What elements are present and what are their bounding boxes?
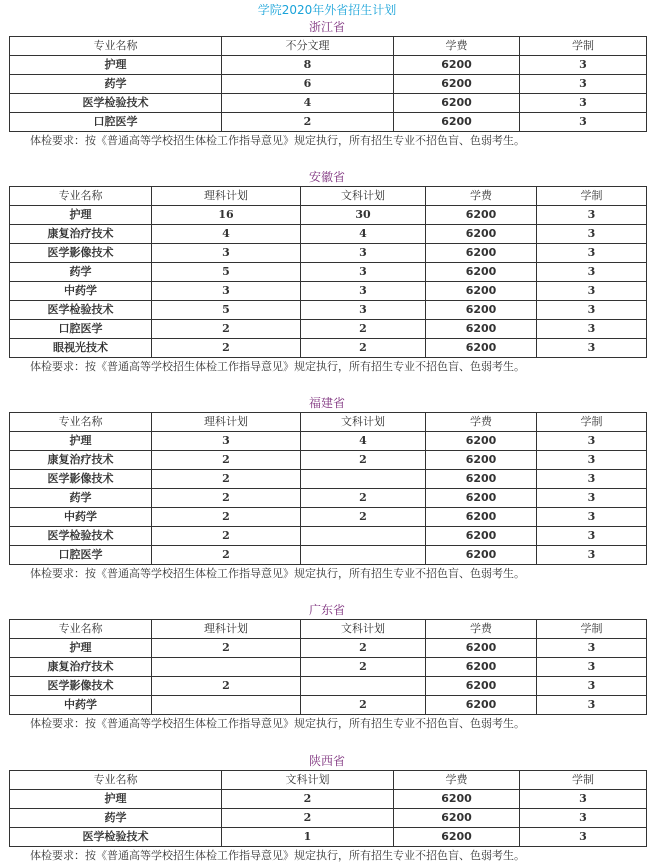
province-title: 陕西省 (308, 754, 345, 768)
fee-cell: 6200 (426, 508, 537, 527)
table-row (10, 339, 647, 358)
table-row (10, 282, 647, 301)
province-title: 广东省 (308, 603, 345, 617)
health-requirement-note: 体检要求：按《普通高等学校招生体检工作指导意见》规定执行，所有招生专业不招色盲、色弱考生。 (30, 717, 525, 730)
major-cell: 口腔医学 (10, 113, 222, 132)
major-cell: 医学检验技术 (10, 527, 152, 546)
fee-cell: 6200 (426, 470, 537, 489)
science-plan-cell: 5 (152, 301, 301, 320)
table-row (10, 828, 647, 847)
science-plan-cell: 2 (152, 320, 301, 339)
years-cell: 3 (520, 113, 647, 132)
table-row (10, 56, 647, 75)
fee-cell: 6200 (394, 75, 520, 94)
science-plan-cell: 2 (152, 339, 301, 358)
fee-cell: 6200 (426, 263, 537, 282)
province-title: 安徽省 (308, 170, 345, 184)
health-requirement-note: 体检要求：按《普通高等学校招生体检工作指导意见》规定执行，所有招生专业不招色盲、色弱考生。 (30, 567, 525, 580)
column-header: 专业名称 (10, 620, 152, 639)
arts-plan-cell: 30 (301, 206, 426, 225)
years-cell: 3 (537, 432, 647, 451)
years-cell: 3 (537, 451, 647, 470)
years-cell: 3 (537, 527, 647, 546)
arts-plan-cell: 4 (301, 432, 426, 451)
section-shaanxi (0, 754, 654, 863)
arts-plan-cell (301, 677, 426, 696)
years-cell: 3 (537, 696, 647, 715)
section-fujian (0, 396, 654, 581)
plan-table-zhejiang (9, 36, 647, 132)
column-header: 学制 (537, 187, 647, 206)
science-plan-cell (152, 658, 301, 677)
table-row (10, 696, 647, 715)
arts-plan-cell: 2 (301, 320, 426, 339)
major-cell: 康复治疗技术 (10, 225, 152, 244)
years-cell: 3 (520, 809, 647, 828)
major-cell: 口腔医学 (10, 546, 152, 565)
column-header: 理科计划 (152, 620, 301, 639)
column-header: 学制 (520, 771, 647, 790)
table-row (10, 527, 647, 546)
arts-plan-cell: 2 (222, 809, 394, 828)
fee-cell: 6200 (426, 527, 537, 546)
health-requirement-note: 体检要求：按《普通高等学校招生体检工作指导意见》规定执行，所有招生专业不招色盲、色弱考生。 (30, 849, 525, 862)
major-cell: 护理 (10, 206, 152, 225)
fee-cell: 6200 (426, 546, 537, 565)
years-cell: 3 (537, 470, 647, 489)
major-cell: 中药学 (10, 282, 152, 301)
arts-plan-cell (301, 546, 426, 565)
arts-plan-cell: 2 (301, 451, 426, 470)
science-plan-cell (152, 696, 301, 715)
plan-cell: 2 (222, 113, 394, 132)
years-cell: 3 (520, 94, 647, 113)
table-header-row (10, 187, 647, 206)
health-requirement-note: 体检要求：按《普通高等学校招生体检工作指导意见》规定执行，所有招生专业不招色盲、色弱考生。 (30, 360, 525, 373)
table-row (10, 113, 647, 132)
table-row (10, 320, 647, 339)
arts-plan-cell: 2 (301, 696, 426, 715)
science-plan-cell: 2 (152, 489, 301, 508)
column-header: 文科计划 (222, 771, 394, 790)
years-cell: 3 (537, 508, 647, 527)
arts-plan-cell (301, 470, 426, 489)
health-requirement-note: 体检要求：按《普通高等学校招生体检工作指导意见》规定执行，所有招生专业不招色盲、色弱考生。 (30, 134, 525, 147)
major-cell: 药学 (10, 489, 152, 508)
years-cell: 3 (520, 75, 647, 94)
major-cell: 护理 (10, 639, 152, 658)
major-cell: 康复治疗技术 (10, 658, 152, 677)
table-row (10, 489, 647, 508)
fee-cell: 6200 (394, 790, 520, 809)
plan-cell: 4 (222, 94, 394, 113)
science-plan-cell: 4 (152, 225, 301, 244)
section-anhui (0, 170, 654, 374)
years-cell: 3 (520, 790, 647, 809)
science-plan-cell: 2 (152, 677, 301, 696)
plan-cell: 8 (222, 56, 394, 75)
major-cell: 医学影像技术 (10, 677, 152, 696)
table-row (10, 75, 647, 94)
table-row (10, 263, 647, 282)
arts-plan-cell: 2 (301, 489, 426, 508)
province-title: 浙江省 (308, 20, 345, 34)
table-row (10, 470, 647, 489)
major-cell: 口腔医学 (10, 320, 152, 339)
table-header-row (10, 771, 647, 790)
fee-cell: 6200 (426, 320, 537, 339)
column-header: 专业名称 (10, 187, 152, 206)
fee-cell: 6200 (394, 828, 520, 847)
column-header: 文科计划 (301, 413, 426, 432)
years-cell: 3 (537, 339, 647, 358)
arts-plan-cell: 2 (301, 658, 426, 677)
major-cell: 护理 (10, 432, 152, 451)
column-header: 学制 (537, 413, 647, 432)
science-plan-cell: 3 (152, 282, 301, 301)
arts-plan-cell: 4 (301, 225, 426, 244)
arts-plan-cell: 2 (222, 790, 394, 809)
major-cell: 医学影像技术 (10, 244, 152, 263)
arts-plan-cell: 1 (222, 828, 394, 847)
fee-cell: 6200 (426, 282, 537, 301)
arts-plan-cell: 3 (301, 301, 426, 320)
years-cell: 3 (537, 658, 647, 677)
major-cell: 眼视光技术 (10, 339, 152, 358)
column-header: 专业名称 (10, 413, 152, 432)
arts-plan-cell: 3 (301, 282, 426, 301)
major-cell: 医学影像技术 (10, 470, 152, 489)
table-row (10, 432, 647, 451)
science-plan-cell: 2 (152, 639, 301, 658)
fee-cell: 6200 (426, 696, 537, 715)
years-cell: 3 (537, 489, 647, 508)
arts-plan-cell (301, 527, 426, 546)
science-plan-cell: 16 (152, 206, 301, 225)
page-title: 学院2020年外省招生计划 (257, 3, 397, 17)
fee-cell: 6200 (426, 225, 537, 244)
years-cell: 3 (520, 828, 647, 847)
fee-cell: 6200 (394, 94, 520, 113)
years-cell: 3 (537, 320, 647, 339)
major-cell: 医学检验技术 (10, 301, 152, 320)
province-title: 福建省 (308, 396, 345, 410)
column-header: 学制 (537, 620, 647, 639)
major-cell: 医学检验技术 (10, 94, 222, 113)
science-plan-cell: 2 (152, 508, 301, 527)
fee-cell: 6200 (426, 677, 537, 696)
column-header: 专业名称 (10, 37, 222, 56)
years-cell: 3 (537, 206, 647, 225)
table-header-row (10, 413, 647, 432)
column-header: 文科计划 (301, 620, 426, 639)
major-cell: 药学 (10, 75, 222, 94)
major-cell: 护理 (10, 790, 222, 809)
science-plan-cell: 5 (152, 263, 301, 282)
years-cell: 3 (537, 301, 647, 320)
table-row (10, 206, 647, 225)
arts-plan-cell: 3 (301, 263, 426, 282)
column-header: 学制 (520, 37, 647, 56)
arts-plan-cell: 2 (301, 339, 426, 358)
years-cell: 3 (537, 282, 647, 301)
major-cell: 医学检验技术 (10, 828, 222, 847)
science-plan-cell: 3 (152, 244, 301, 263)
major-cell: 护理 (10, 56, 222, 75)
science-plan-cell: 2 (152, 451, 301, 470)
years-cell: 3 (537, 677, 647, 696)
science-plan-cell: 2 (152, 470, 301, 489)
section-guangdong (0, 603, 654, 731)
years-cell: 3 (537, 639, 647, 658)
science-plan-cell: 3 (152, 432, 301, 451)
plan-table-shaanxi (9, 770, 647, 847)
column-header: 不分文理 (222, 37, 394, 56)
science-plan-cell: 2 (152, 546, 301, 565)
table-row (10, 451, 647, 470)
table-row (10, 94, 647, 113)
years-cell: 3 (537, 225, 647, 244)
column-header: 学费 (394, 37, 520, 56)
table-row (10, 809, 647, 828)
section-zhejiang (0, 20, 654, 148)
fee-cell: 6200 (426, 301, 537, 320)
plan-cell: 6 (222, 75, 394, 94)
fee-cell: 6200 (426, 658, 537, 677)
fee-cell: 6200 (426, 451, 537, 470)
column-header: 理科计划 (152, 413, 301, 432)
years-cell: 3 (537, 263, 647, 282)
table-row (10, 677, 647, 696)
arts-plan-cell: 3 (301, 244, 426, 263)
years-cell: 3 (537, 546, 647, 565)
fee-cell: 6200 (394, 809, 520, 828)
table-row (10, 546, 647, 565)
column-header: 学费 (426, 413, 537, 432)
major-cell: 药学 (10, 263, 152, 282)
column-header: 学费 (394, 771, 520, 790)
plan-table-guangdong (9, 619, 647, 715)
major-cell: 中药学 (10, 508, 152, 527)
fee-cell: 6200 (394, 113, 520, 132)
fee-cell: 6200 (426, 489, 537, 508)
arts-plan-cell: 2 (301, 639, 426, 658)
column-header: 学费 (426, 187, 537, 206)
fee-cell: 6200 (426, 339, 537, 358)
plan-table-anhui (9, 186, 647, 358)
plan-table-fujian (9, 412, 647, 565)
major-cell: 康复治疗技术 (10, 451, 152, 470)
column-header: 学费 (426, 620, 537, 639)
table-row (10, 225, 647, 244)
fee-cell: 6200 (426, 244, 537, 263)
table-row (10, 639, 647, 658)
years-cell: 3 (520, 56, 647, 75)
table-header-row (10, 37, 647, 56)
column-header: 理科计划 (152, 187, 301, 206)
table-row (10, 301, 647, 320)
fee-cell: 6200 (394, 56, 520, 75)
major-cell: 药学 (10, 809, 222, 828)
arts-plan-cell: 2 (301, 508, 426, 527)
table-row (10, 244, 647, 263)
fee-cell: 6200 (426, 639, 537, 658)
major-cell: 中药学 (10, 696, 152, 715)
table-row (10, 658, 647, 677)
table-row (10, 790, 647, 809)
science-plan-cell: 2 (152, 527, 301, 546)
table-header-row (10, 620, 647, 639)
fee-cell: 6200 (426, 432, 537, 451)
column-header: 专业名称 (10, 771, 222, 790)
table-row (10, 508, 647, 527)
column-header: 文科计划 (301, 187, 426, 206)
fee-cell: 6200 (426, 206, 537, 225)
years-cell: 3 (537, 244, 647, 263)
